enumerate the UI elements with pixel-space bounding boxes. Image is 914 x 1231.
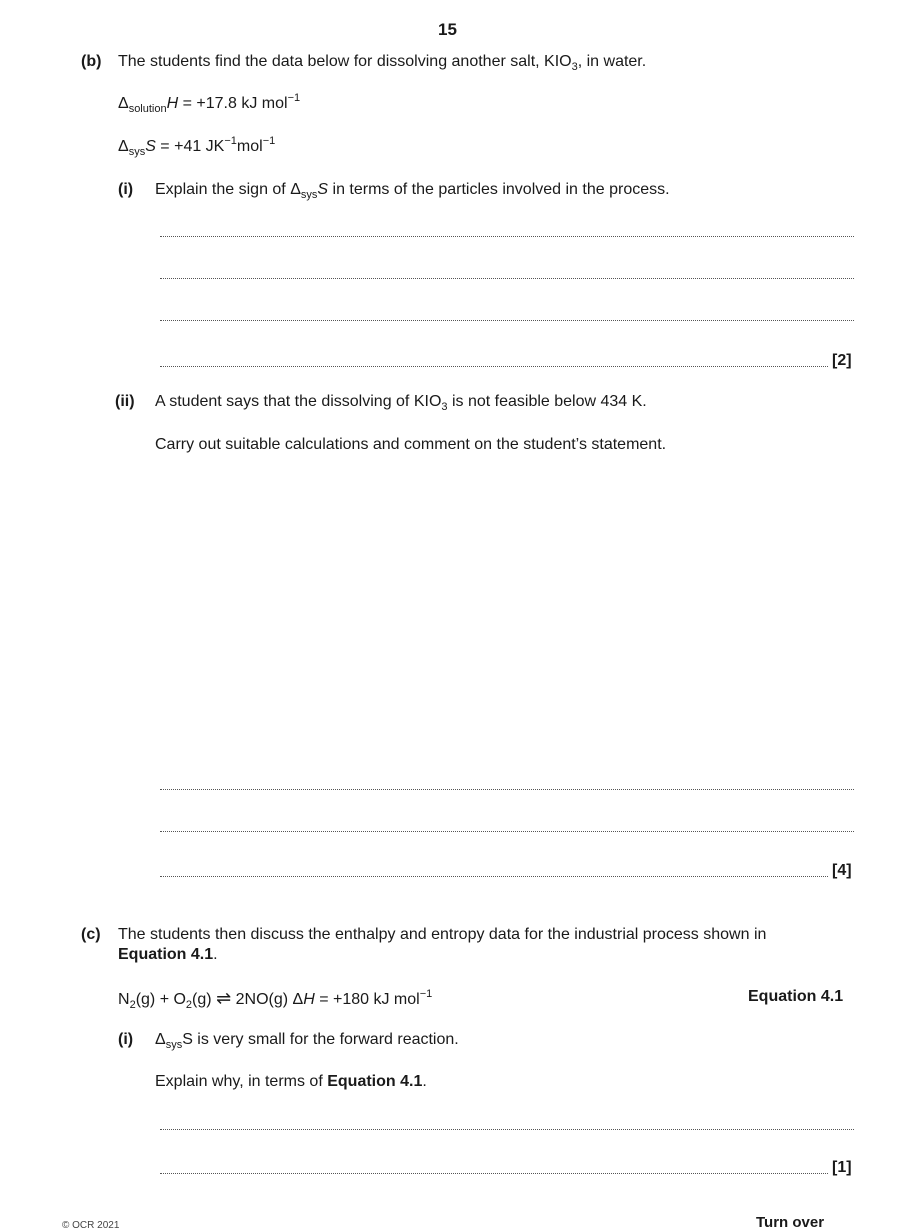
marks-b-i: [2] [832,352,852,369]
answer-line[interactable] [160,876,828,877]
answer-line[interactable] [160,278,854,279]
marks-c-i: [1] [832,1159,852,1176]
answer-line[interactable] [160,236,854,237]
page-number: 15 [438,20,457,39]
part-b-i-label: (i) [118,181,134,198]
part-c-i-label: (i) [118,1031,134,1048]
working-space[interactable] [155,470,855,770]
answer-line[interactable] [160,320,854,321]
part-c-label: (c) [81,926,101,943]
part-c-intro-line2: Equation 4.1. [118,946,218,963]
equation-label: Equation 4.1 [748,988,844,1005]
part-c-i-instruction: Explain why, in terms of Equation 4.1. [155,1073,427,1090]
part-c-intro-line1: The students then discuss the enthalpy and entropy data for the industrial process shown in [118,926,767,943]
answer-line[interactable] [160,366,828,367]
part-b-ii-question: A student says that the dissolving of $KIO_3$ is not feasible below 434 K. [155,393,647,413]
answer-line[interactable] [160,1173,828,1174]
answer-line[interactable] [160,831,854,832]
part-b-ii-label: (ii) [115,393,135,410]
entropy-data: $\Delta_{sys}S = +41$ $JK^{-1}mol^{-1}$ [118,135,276,158]
equilibrium-arrow-icon: ⇌ [216,988,232,1008]
answer-line[interactable] [160,1129,854,1130]
part-b-ii-instruction: Carry out suitable calculations and comment on the student’s statement. [155,436,667,453]
answer-line[interactable] [160,789,854,790]
marks-b-ii: [4] [832,862,852,879]
equation-4-1: $N_2(g) + O_2(g)$ ⇌ 2NO(g) ΔH = +180 kJ mol$^{-1}$ [118,988,433,1011]
enthalpy-of-solution-data: $\Delta_{solution}H = +17.8$ kJ mol$^{-1}$ [118,92,301,115]
part-b-label: (b) [81,53,102,70]
part-b-i-question: Explain the sign of $\Delta_{sys}S$ in terms of the particles involved in the process. [155,181,670,201]
part-b-intro: The students find the data below for dissolving another salt, $KIO_3$, in water. [118,53,647,73]
turn-over: Turn over [756,1214,825,1231]
copyright: © OCR 2021 [62,1220,120,1231]
part-c-i-question: $\Delta_{sys}S$ is very small for the forward reaction. [155,1031,459,1051]
